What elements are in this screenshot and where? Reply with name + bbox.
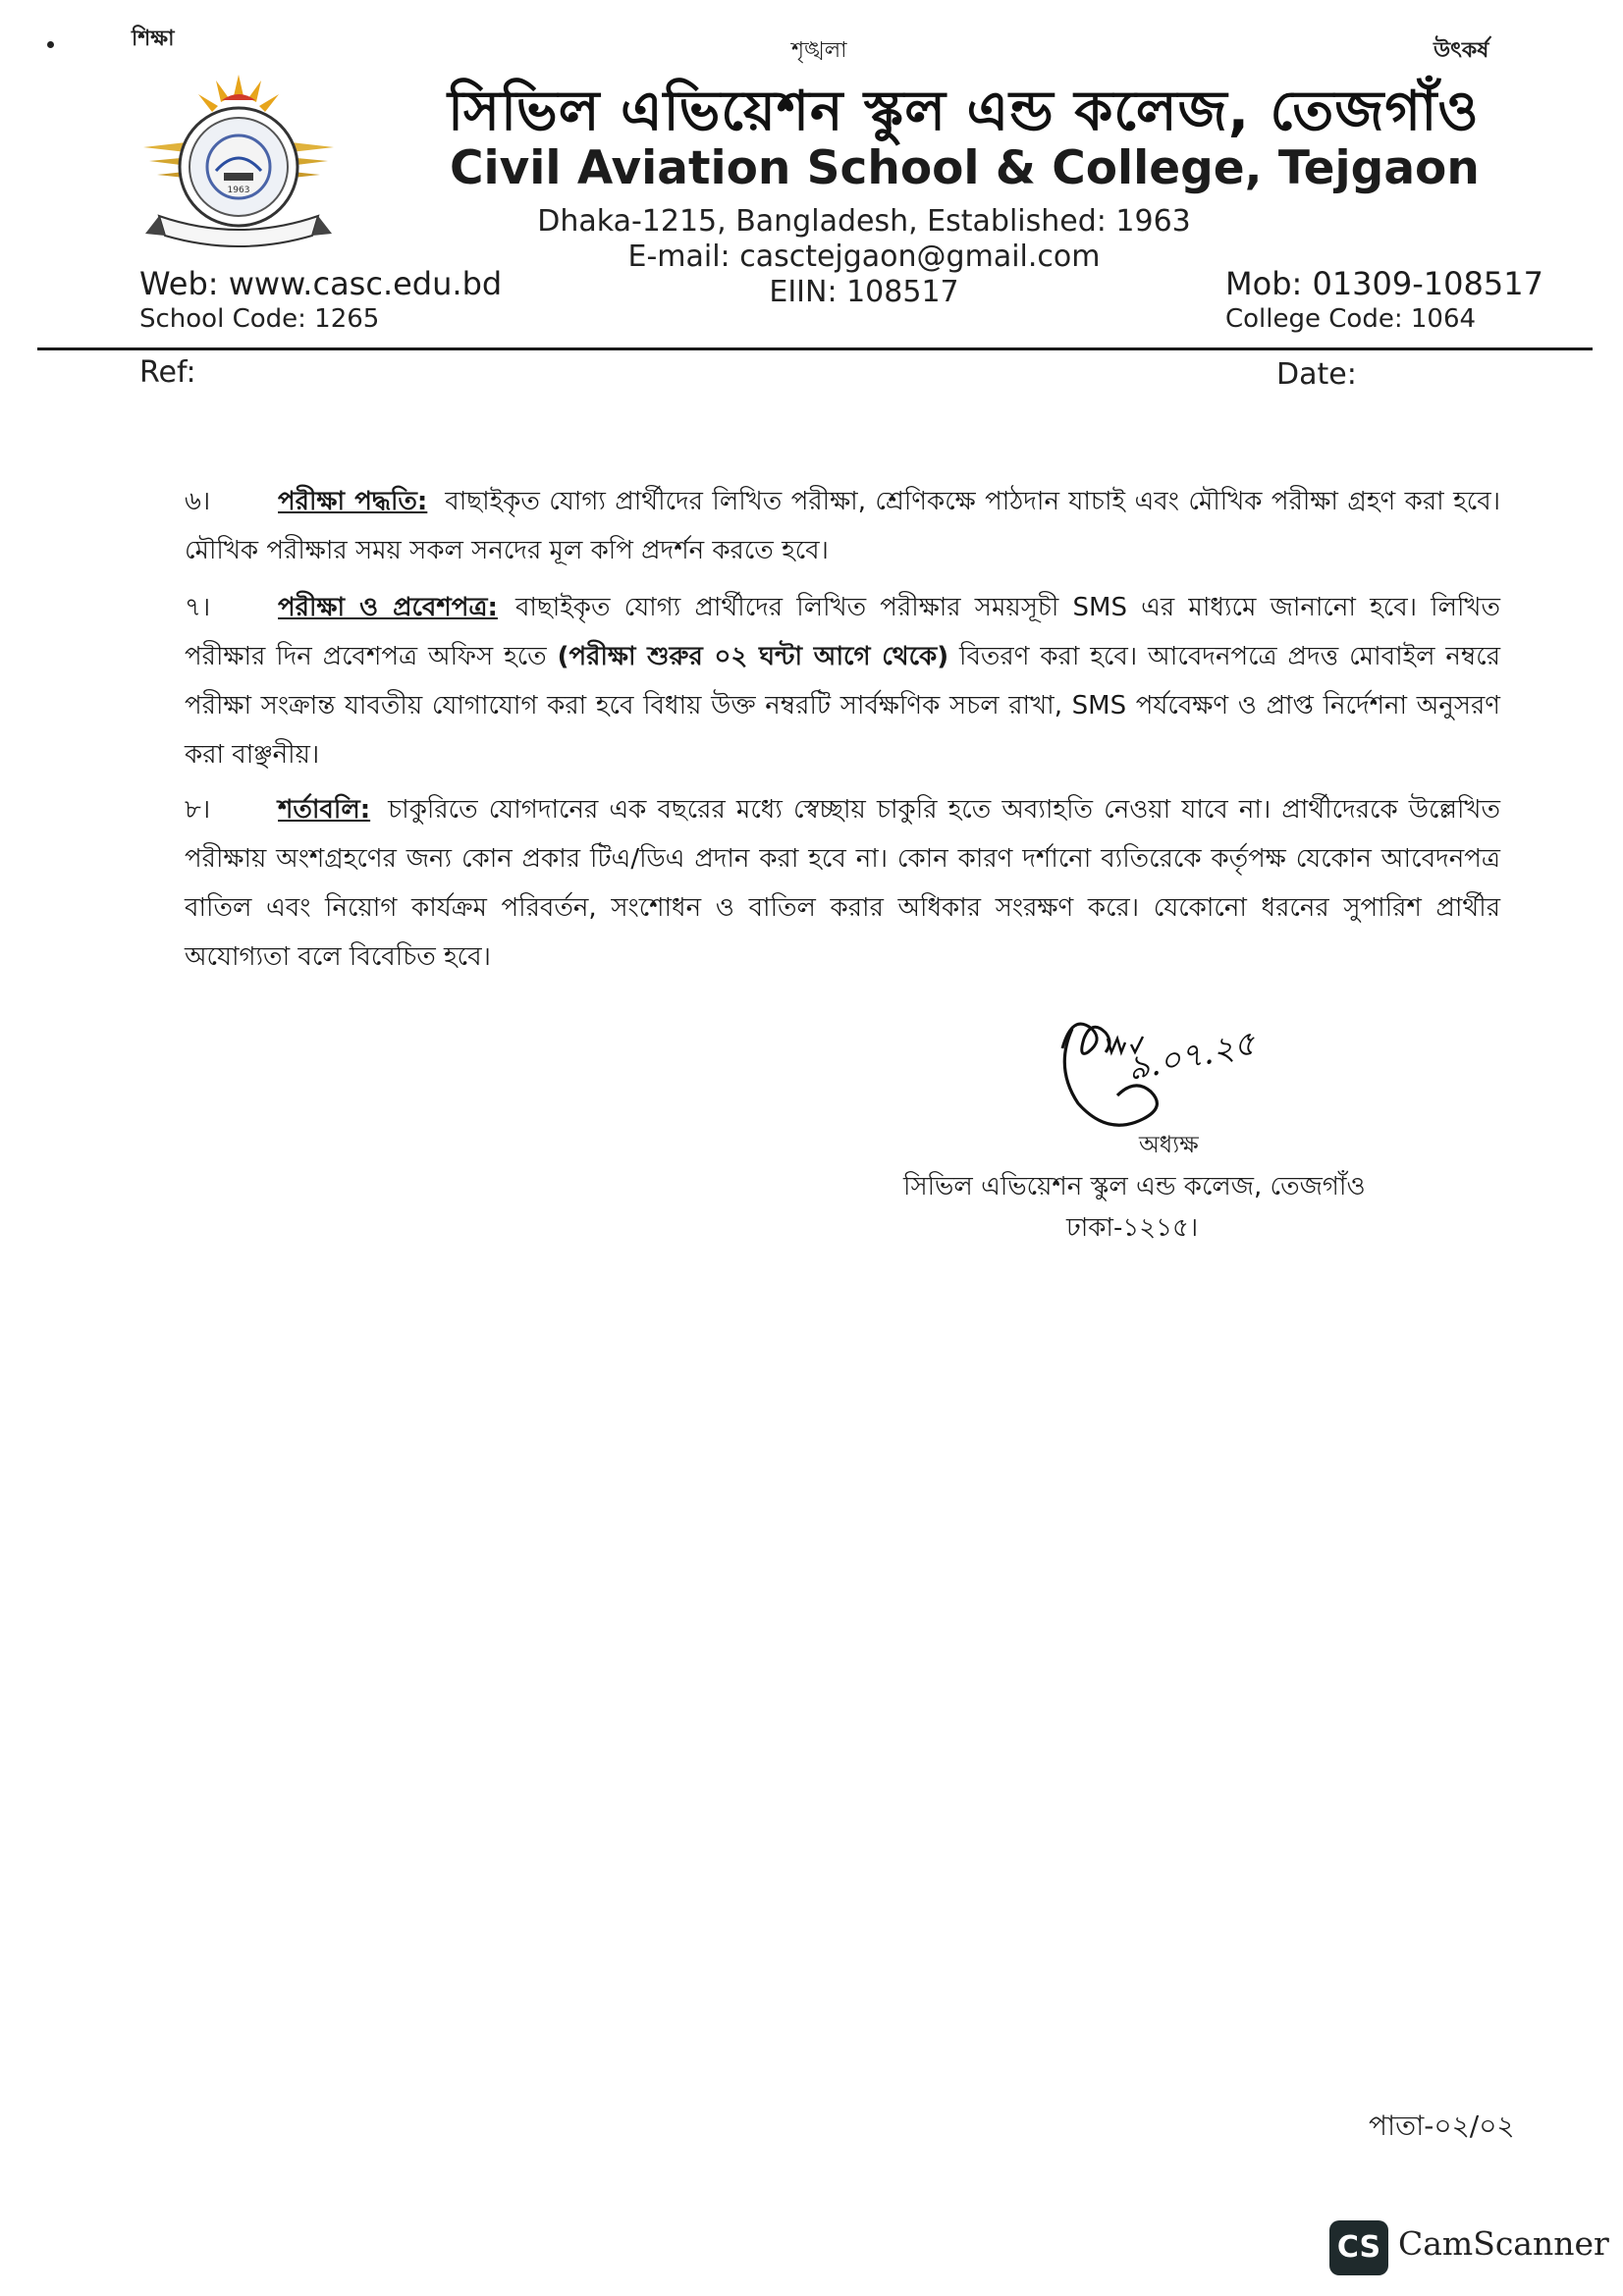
ref-label: Ref: bbox=[139, 355, 196, 390]
header-divider bbox=[37, 347, 1593, 350]
signature-date: ৯.০৭.২৫ bbox=[1123, 1023, 1260, 1090]
clause-number: ৬। bbox=[185, 487, 211, 516]
clause-text-before: বাছাইকৃত যোগ্য প্রার্থীদের লিখিত পরীক্ষার সময়সূচী SMS এর মাধ্যমে জানানো হবে। লিখিত পরীক্ষার দিন প্রবেশপত্র অফিস হতে bbox=[185, 593, 1501, 671]
clause-text: বাছাইকৃত যোগ্য প্রার্থীদের লিখিত পরীক্ষা, শ্রেণিকক্ষে পাঠদান যাচাই এবং মৌখিক পরীক্ষা গ্রহণ করা হবে। মৌখিক পরীক্ষার সময় সকল সনদের মূল কপি প্রদর্শন করতে হবে। bbox=[185, 487, 1500, 565]
clause-text: চাকুরিতে যোগদানের এক বছরের মধ্যে স্বেচ্ছায় চাকুরি হতে অব্যাহতি নেওয়া যাবে না। প্রার্থীদেরকে উল্লেখিত পরীক্ষায় অংশগ্রহণের জন্য কোন প্রকার টিএ/ডিএ প্রদান করা হবে না। কোন কারণ দর্শানো ব্যতিরেকে কর্তৃপক্ষ যেকোন আবেদনপত্র বাতিল এবং নিয়োগ কার্যক্রম পরিবর্তন, সংশোধন ও বাতিল করার অধিকার সংরক্ষণ করে। যেকোনো ধরনের সুপারিশ প্রার্থীর অযোগ্যতা বলে বিবেচিত হবে। bbox=[185, 795, 1500, 972]
eiin: EIIN: 108517 bbox=[769, 275, 959, 309]
clause-7 bbox=[185, 583, 1500, 779]
college-code: College Code: 1064 bbox=[1225, 304, 1477, 334]
clause-6 bbox=[185, 477, 1500, 575]
page-number: পাতা-০২/০২ bbox=[1369, 2109, 1515, 2142]
address: Dhaka-1215, Bangladesh, Established: 1963 bbox=[537, 204, 1191, 239]
school-crest-logo-icon bbox=[135, 71, 342, 247]
signatory-institution: সিভিল এভিয়েশন স্কুল এন্ড কলেজ, তেজগাঁও bbox=[903, 1172, 1366, 1201]
camscanner-label: CamScanner bbox=[1398, 2224, 1609, 2263]
clause-heading: পরীক্ষা পদ্ধতি: bbox=[278, 487, 428, 516]
clause-heading: পরীক্ষা ও প্রবেশপত্র: bbox=[278, 593, 498, 622]
institution-name-en: Civil Aviation School & College, Tejgaon bbox=[450, 141, 1480, 195]
clause-number: ৭। bbox=[185, 593, 211, 622]
svg-text:1963: 1963 bbox=[227, 186, 250, 195]
email: E-mail: casctejgaon@gmail.com bbox=[627, 240, 1101, 274]
motto-center: শৃঙ্খলা bbox=[791, 38, 847, 63]
institution-name-bn: সিভিল এভিয়েশন স্কুল এন্ড কলেজ, তেজগাঁও bbox=[448, 80, 1480, 143]
date-label: Date: bbox=[1276, 357, 1357, 392]
mobile-number: Mob: 01309-108517 bbox=[1225, 265, 1543, 302]
website: Web: www.casc.edu.bd bbox=[139, 265, 503, 302]
clause-number: ৮। bbox=[185, 795, 211, 825]
motto-left: শিক্ষা bbox=[132, 27, 175, 51]
signatory-city: ঢাকা-১২১৫। bbox=[1066, 1213, 1199, 1243]
clause-8 bbox=[185, 785, 1500, 982]
clause-heading: শর্তাবলি: bbox=[278, 795, 371, 825]
clause-text-after: বিতরণ করা হবে। আবেদনপত্রে প্রদত্ত মোবাইল নম্বরে পরীক্ষা সংক্রান্ত যাবতীয় যোগাযোগ করা হবে বিধায় উক্ত নম্বরটি সার্বক্ষণিক সচল রাখা, SMS পর্যবেক্ষণ ও প্রাপ্ত নির্দেশনা অনুসরণ করা বাঞ্ছনীয়। bbox=[185, 642, 1501, 770]
signatory-designation: অধ্যক্ষ bbox=[1139, 1131, 1199, 1158]
clause-emphasis: (পরীক্ষা শুরুর ০২ ঘন্টা আগে থেকে) bbox=[557, 642, 949, 671]
motto-right: উৎকর্ষ bbox=[1434, 38, 1489, 63]
school-code: School Code: 1265 bbox=[139, 304, 380, 334]
camscanner-logo-icon: CS bbox=[1329, 2220, 1388, 2275]
scan-dot bbox=[47, 41, 54, 48]
